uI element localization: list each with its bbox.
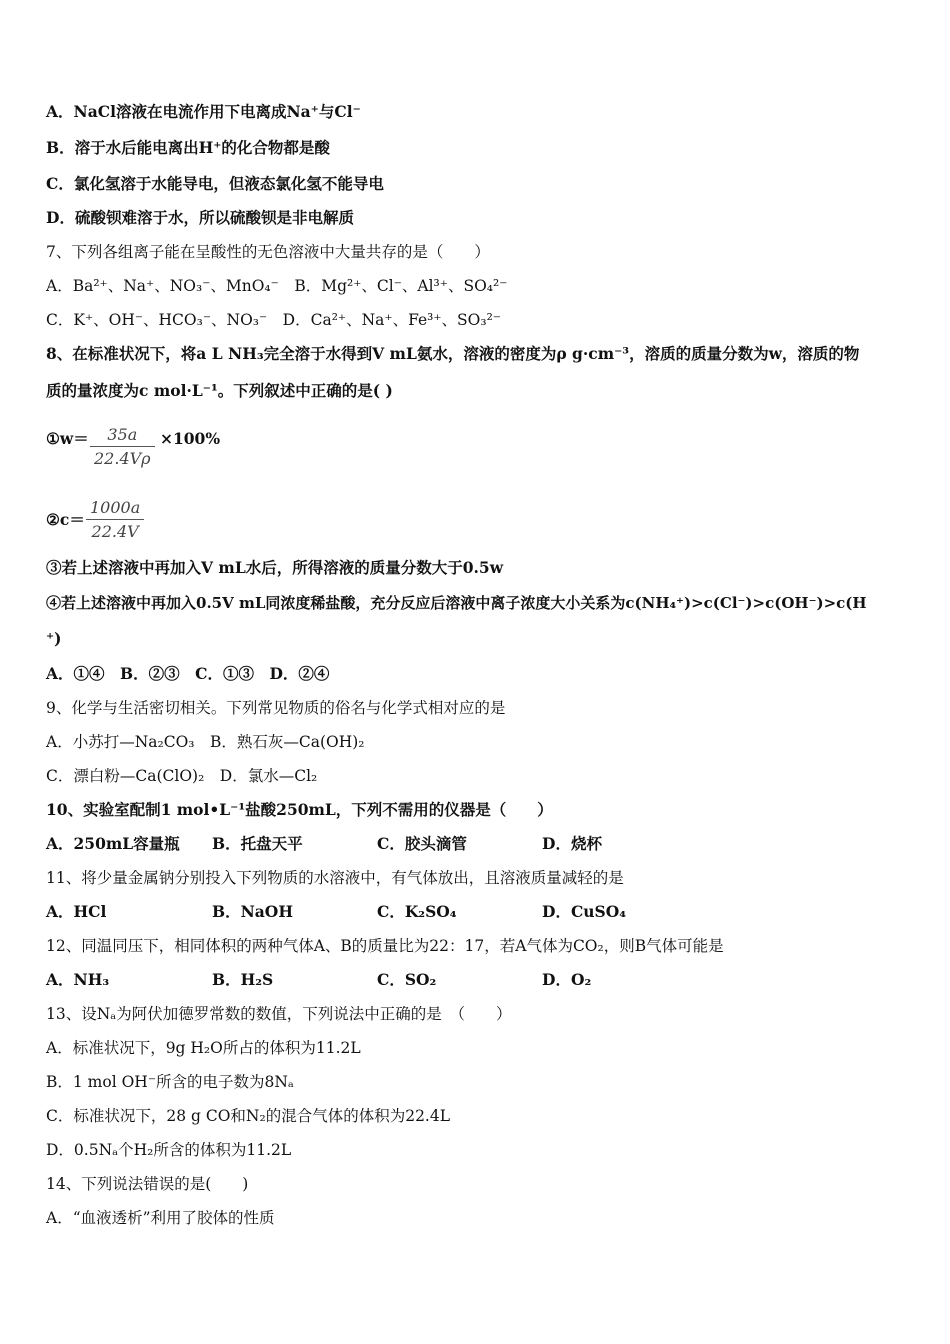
q8-statement-3: ③若上述溶液中再加入V mL水后，所得溶液的质量分数大于0.5w bbox=[46, 558, 504, 577]
q11-option-c: C．K₂SO₄ bbox=[377, 902, 457, 921]
q13-option-d: D．0.5Nₐ个H₂所含的体积为11.2L bbox=[46, 1141, 292, 1159]
q7-options-ab: A．Ba²⁺、Na⁺、NO₃⁻、MnO₄⁻ B．Mg²⁺、Cl⁻、Al³⁺、SO₄²⁻ bbox=[46, 277, 508, 295]
q10-stem: 10、实验室配制1 mol•L⁻¹盐酸250mL，下列不需用的仪器是（ ） bbox=[46, 800, 553, 819]
q13-option-a: A．标准状况下，9g H₂O所占的体积为11.2L bbox=[46, 1039, 361, 1057]
q8-statement-4-line1: ④若上述溶液中再加入0.5V mL同浓度稀盐酸，充分反应后溶液中离子浓度大小关系为c(NH₄⁺)>c(Cl⁻)>c(OH⁻)>c(H bbox=[46, 594, 867, 612]
q8-statement-4-line2: ⁺) bbox=[46, 629, 62, 648]
q10-option-b: B．托盘天平 bbox=[212, 834, 303, 853]
q10-option-c: C．胶头滴管 bbox=[377, 834, 467, 853]
fraction-numerator: 35a bbox=[107, 425, 138, 444]
q12-option-a: A．NH₃ bbox=[46, 970, 110, 989]
q8-statement-1-prefix: ①w＝ bbox=[46, 429, 89, 448]
q8-statement-1-suffix: ×100% bbox=[160, 429, 221, 448]
fraction-denominator: 22.4V bbox=[91, 522, 139, 541]
q8-stem-line2: 质的量浓度为c mol·L⁻¹。下列叙述中正确的是( ) bbox=[46, 381, 393, 400]
q11-stem: 11、将少量金属钠分别投入下列物质的水溶液中，有气体放出，且溶液质量减轻的是 bbox=[46, 869, 624, 887]
q11-option-b: B．NaOH bbox=[212, 902, 293, 921]
fraction-numerator: 1000a bbox=[90, 498, 141, 517]
q6-option-c: C．氯化氢溶于水能导电，但液态氯化氢不能导电 bbox=[46, 174, 384, 193]
q12-option-d: D．O₂ bbox=[542, 970, 592, 989]
q12-option-c: C．SO₂ bbox=[377, 970, 437, 989]
q9-options-cd: C．漂白粉—Ca(ClO)₂ D．氯水—Cl₂ bbox=[46, 767, 318, 785]
q13-option-b: B．1 mol OH⁻所含的电子数为8Nₐ bbox=[46, 1073, 294, 1091]
q8-statement-2-fraction bbox=[86, 498, 144, 541]
q11-option-a: A．HCl bbox=[46, 902, 107, 921]
fraction-denominator: 22.4Vρ bbox=[94, 449, 151, 468]
q6-option-d: D．硫酸钡难溶于水，所以硫酸钡是非电解质 bbox=[46, 208, 354, 227]
q12-option-b: B．H₂S bbox=[212, 970, 274, 989]
q10-option-a: A．250mL容量瓶 bbox=[46, 834, 180, 853]
q7-stem: 7、下列各组离子能在呈酸性的无色溶液中大量共存的是（ ） bbox=[46, 243, 490, 261]
q14-option-a: A．“血液透析”利用了胶体的性质 bbox=[46, 1209, 275, 1227]
q12-stem: 12、同温同压下，相同体积的两种气体A、B的质量比为22：17，若A气体为CO₂，则B气体可能是 bbox=[46, 937, 724, 955]
fraction-bar bbox=[90, 446, 155, 447]
fraction-bar bbox=[86, 519, 144, 520]
q6-option-a: A．NaCl溶液在电流作用下电离成Na⁺与Cl⁻ bbox=[46, 102, 361, 121]
q10-option-d: D．烧杯 bbox=[542, 834, 602, 853]
q8-options: A．①④ B．②③ C．①③ D．②④ bbox=[46, 664, 330, 683]
q7-options-cd: C．K⁺、OH⁻、HCO₃⁻、NO₃⁻ D．Ca²⁺、Na⁺、Fe³⁺、SO₃²⁻ bbox=[46, 311, 501, 329]
q13-option-c: C．标准状况下，28 g CO和N₂的混合气体的体积为22.4L bbox=[46, 1107, 451, 1125]
q8-stem-line1: 8、在标准状况下，将a L NH₃完全溶于水得到V mL氨水，溶液的密度为ρ g·cm⁻³，溶质的质量分数为w，溶质的物 bbox=[46, 344, 860, 363]
q9-options-ab: A．小苏打—Na₂CO₃ B．熟石灰—Ca(OH)₂ bbox=[46, 733, 365, 751]
q6-option-b: B．溶于水后能电离出H⁺的化合物都是酸 bbox=[46, 138, 330, 157]
q13-stem: 13、设Nₐ为阿伏加德罗常数的数值，下列说法中正确的是 （ ） bbox=[46, 1005, 512, 1023]
q11-option-d: D．CuSO₄ bbox=[542, 902, 627, 921]
q9-stem: 9、化学与生活密切相关。下列常见物质的俗名与化学式相对应的是 bbox=[46, 699, 506, 717]
q14-stem: 14、下列说法错误的是( ) bbox=[46, 1175, 249, 1193]
q8-statement-1-fraction bbox=[90, 425, 155, 468]
q8-statement-2-prefix: ②c＝ bbox=[46, 510, 85, 529]
